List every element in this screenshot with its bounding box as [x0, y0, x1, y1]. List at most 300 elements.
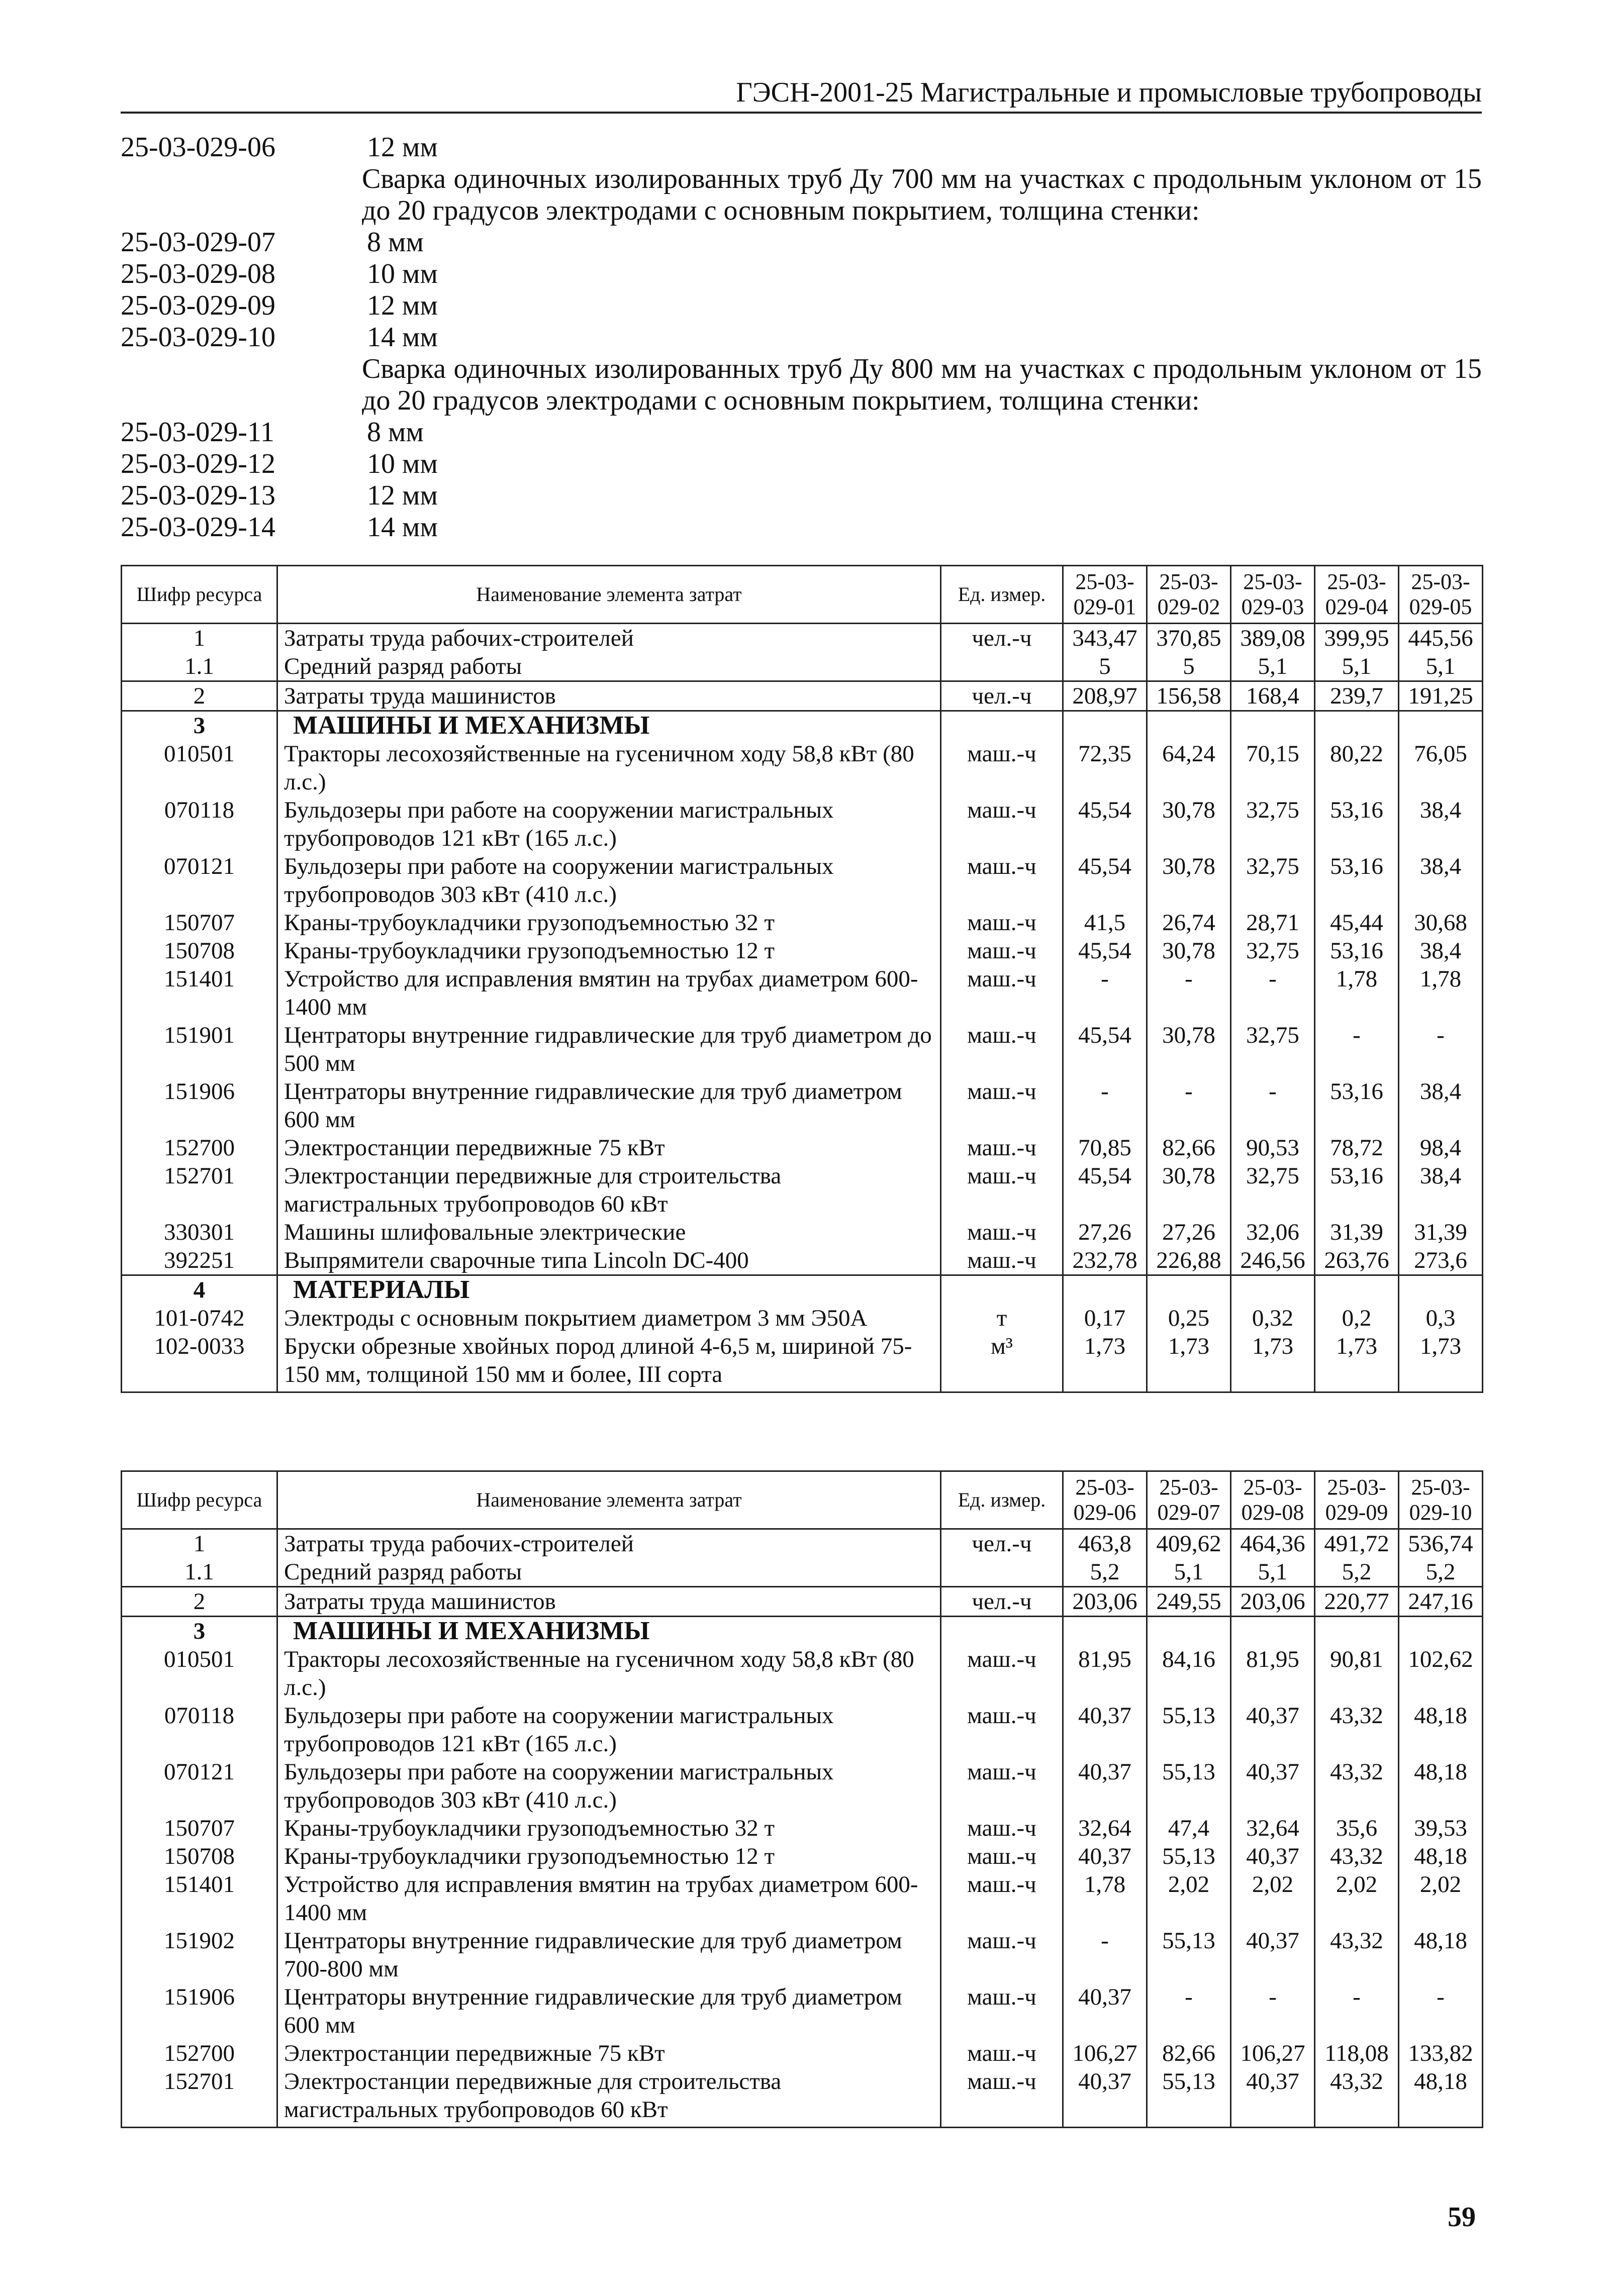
resource-code: 150708: [122, 1842, 277, 1870]
intro-item: [121, 322, 1482, 353]
intro-value: 12 мм: [367, 290, 438, 321]
value-cell: 48,18: [1399, 1842, 1483, 1870]
table-row: [122, 1275, 1483, 1305]
value-cell: 45,44: [1315, 909, 1399, 937]
table-row: [122, 909, 1483, 937]
unit-cell: маш.-ч: [941, 1702, 1063, 1758]
value-cell: 43,32: [1315, 1842, 1399, 1870]
value-cell: 249,55: [1147, 1587, 1231, 1617]
value-cell: 203,06: [1063, 1587, 1147, 1617]
cost-element-name: Выпрямители сварочные типа Lincoln DC-400: [277, 1246, 941, 1275]
intro-code: 25-03-029-08: [121, 258, 275, 289]
value-cell: 5: [1063, 652, 1147, 681]
cost-element-name: Устройство для исправления вмятин на трубах диаметром 600-1400 мм: [277, 965, 941, 1021]
unit-cell: чел.-ч: [941, 624, 1063, 653]
intro-item: [121, 227, 1482, 258]
resource-code: 151401: [122, 1870, 277, 1927]
table-header-row: [122, 566, 1483, 624]
table-row: [122, 1162, 1483, 1218]
cost-element-name: Краны-трубоукладчики грузоподъемностью 12 т: [277, 937, 941, 965]
value-cell: 55,13: [1147, 1702, 1231, 1758]
value-cell: 30,78: [1147, 1162, 1231, 1218]
value-cell: -: [1231, 1983, 1315, 2039]
unit-cell: маш.-ч: [941, 2039, 1063, 2067]
resource-code: 150707: [122, 909, 277, 937]
intro-item: [121, 512, 1482, 543]
value-cell: 45,54: [1063, 1021, 1147, 1077]
value-cell: 0,17: [1063, 1304, 1147, 1332]
intro-list: [121, 132, 1482, 543]
header-unit: Ед. измер.: [941, 566, 1063, 624]
value-cell: 1,73: [1063, 1332, 1147, 1392]
value-cell: 168,4: [1231, 681, 1315, 711]
cost-element-name: Электростанции передвижные для строительства магистральных трубопроводов 60 кВт: [277, 1162, 941, 1218]
intro-code: 25-03-029-06: [121, 132, 275, 163]
value-cell: 32,75: [1231, 796, 1315, 852]
value-cell: -: [1147, 1077, 1231, 1134]
cost-element-name: Средний разряд работы: [277, 652, 941, 681]
value-cell: 1,73: [1399, 1332, 1483, 1392]
table-row: [122, 1842, 1483, 1870]
value-cell: 40,37: [1063, 1983, 1147, 2039]
value-cell: 72,35: [1063, 740, 1147, 796]
value-cell: -: [1315, 1983, 1399, 2039]
intro-value: 14 мм: [367, 512, 438, 543]
value-cell: [1399, 1617, 1483, 1646]
cost-element-name: Затраты труда рабочих-строителей: [277, 624, 941, 653]
value-cell: 5,1: [1231, 652, 1315, 681]
value-cell: 239,7: [1315, 681, 1399, 711]
value-cell: 32,64: [1231, 1814, 1315, 1842]
unit-cell: чел.-ч: [941, 681, 1063, 711]
unit-cell: [941, 1558, 1063, 1587]
value-cell: 55,13: [1147, 1758, 1231, 1814]
value-cell: 133,82: [1399, 2039, 1483, 2067]
cost-element-name: МАТЕРИАЛЫ: [277, 1275, 941, 1305]
value-cell: 32,75: [1231, 1021, 1315, 1077]
resource-code: 102-0033: [122, 1332, 277, 1392]
value-cell: 48,18: [1399, 1758, 1483, 1814]
running-header: [121, 75, 1482, 114]
value-cell: 70,15: [1231, 740, 1315, 796]
value-cell: 70,85: [1063, 1134, 1147, 1162]
intro-code: 25-03-029-14: [121, 512, 275, 543]
value-cell: 2,02: [1315, 1870, 1399, 1927]
value-cell: 45,54: [1063, 1162, 1147, 1218]
unit-cell: т: [941, 1304, 1063, 1332]
value-cell: 40,37: [1063, 1702, 1147, 1758]
value-cell: 43,32: [1315, 1758, 1399, 1814]
intro-code: [121, 163, 362, 227]
value-cell: 208,97: [1063, 681, 1147, 711]
intro-value: 12 мм: [367, 480, 438, 511]
value-cell: 30,68: [1399, 909, 1483, 937]
value-cell: 45,54: [1063, 796, 1147, 852]
table-row: [122, 1702, 1483, 1758]
intro-desc-text: Сварка одиночных изолированных труб Ду 800 мм на участках с продольным уклоном от 15 до 20 градусов электродами с основным покрытием, толщина стенки:: [362, 353, 1482, 416]
resource-code: 1: [122, 1529, 277, 1558]
value-cell: 43,32: [1315, 2067, 1399, 2128]
intro-code: 25-03-029-11: [121, 417, 274, 448]
cost-element-name: Бульдозеры при работе на сооружении магистральных трубопроводов 121 кВт (165 л.с.): [277, 796, 941, 852]
value-cell: -: [1147, 965, 1231, 1021]
value-cell: 409,62: [1147, 1529, 1231, 1558]
value-cell: 0,25: [1147, 1304, 1231, 1332]
unit-cell: [941, 1617, 1063, 1646]
value-cell: 1,78: [1315, 965, 1399, 1021]
value-cell: 98,4: [1399, 1134, 1483, 1162]
value-cell: [1147, 711, 1231, 740]
table-row: [122, 1617, 1483, 1646]
value-cell: 38,4: [1399, 796, 1483, 852]
intro-item: [121, 258, 1482, 290]
table-row: [122, 1332, 1483, 1392]
value-cell: 45,54: [1063, 937, 1147, 965]
unit-cell: м³: [941, 1332, 1063, 1392]
value-cell: [1147, 1617, 1231, 1646]
resource-code: 151401: [122, 965, 277, 1021]
intro-value: 14 мм: [367, 322, 438, 353]
intro-value: 8 мм: [367, 417, 424, 448]
value-cell: 48,18: [1399, 1702, 1483, 1758]
value-cell: 40,37: [1231, 1842, 1315, 1870]
table-row: [122, 2067, 1483, 2128]
value-cell: -: [1063, 1077, 1147, 1134]
header-code: Шифр ресурса: [122, 1471, 277, 1529]
value-cell: 5,2: [1315, 1558, 1399, 1587]
unit-cell: маш.-ч: [941, 1218, 1063, 1246]
unit-cell: чел.-ч: [941, 1529, 1063, 1558]
cost-element-name: Машины шлифовальные электрические: [277, 1218, 941, 1246]
value-cell: 43,32: [1315, 1927, 1399, 1983]
value-cell: 220,77: [1315, 1587, 1399, 1617]
table-row: [122, 740, 1483, 796]
value-cell: 43,32: [1315, 1702, 1399, 1758]
table-row: [122, 1558, 1483, 1587]
resource-code: 3: [122, 711, 277, 740]
cost-table-2: [121, 1470, 1483, 2128]
value-cell: -: [1231, 965, 1315, 1021]
unit-cell: маш.-ч: [941, 1077, 1063, 1134]
value-cell: 5: [1147, 652, 1231, 681]
cost-element-name: Центраторы внутренние гидравлические для труб диаметром 600 мм: [277, 1983, 941, 2039]
value-cell: 38,4: [1399, 852, 1483, 909]
value-cell: 27,26: [1063, 1218, 1147, 1246]
value-cell: 40,37: [1063, 2067, 1147, 2128]
value-cell: 1,73: [1315, 1332, 1399, 1392]
resource-code: 152700: [122, 1134, 277, 1162]
intro-item: [121, 290, 1482, 322]
cost-element-name: Затраты труда рабочих-строителей: [277, 1529, 941, 1558]
resource-code: 151906: [122, 1077, 277, 1134]
value-cell: 464,36: [1231, 1529, 1315, 1558]
value-cell: 28,71: [1231, 909, 1315, 937]
unit-cell: маш.-ч: [941, 796, 1063, 852]
header-unit: Ед. измер.: [941, 1471, 1063, 1529]
value-cell: 78,72: [1315, 1134, 1399, 1162]
value-cell: 38,4: [1399, 1162, 1483, 1218]
value-cell: -: [1231, 1077, 1315, 1134]
cost-element-name: Средний разряд работы: [277, 1558, 941, 1587]
table-row: [122, 1758, 1483, 1814]
value-cell: 53,16: [1315, 937, 1399, 965]
cost-element-name: МАШИНЫ И МЕХАНИЗМЫ: [277, 711, 941, 740]
intro-item: [121, 132, 1482, 163]
column-header: 25-03-029-02: [1147, 566, 1231, 624]
resource-code: 2: [122, 1587, 277, 1617]
cost-element-name: Бруски обрезные хвойных пород длиной 4-6,5 м, шириной 75-150 мм, толщиной 150 мм и более, III сорта: [277, 1332, 941, 1392]
intro-code: 25-03-029-13: [121, 480, 275, 511]
value-cell: 1,78: [1063, 1870, 1147, 1927]
resource-code: 1.1: [122, 1558, 277, 1587]
intro-desc-text: Сварка одиночных изолированных труб Ду 700 мм на участках с продольным уклоном от 15 до 20 градусов электродами с основным покрытием, толщина стенки:: [362, 163, 1482, 226]
unit-cell: маш.-ч: [941, 1162, 1063, 1218]
value-cell: [1399, 711, 1483, 740]
value-cell: 45,54: [1063, 852, 1147, 909]
value-cell: [1399, 1275, 1483, 1305]
column-header: 25-03-029-05: [1399, 566, 1483, 624]
table-row: [122, 1983, 1483, 2039]
value-cell: 2,02: [1147, 1870, 1231, 1927]
value-cell: 246,56: [1231, 1246, 1315, 1275]
intro-value: 10 мм: [367, 258, 438, 289]
value-cell: 90,53: [1231, 1134, 1315, 1162]
value-cell: 55,13: [1147, 1842, 1231, 1870]
intro-code: 25-03-029-10: [121, 322, 275, 353]
table-row: [122, 1077, 1483, 1134]
value-cell: 81,95: [1231, 1645, 1315, 1702]
cost-element-name: Бульдозеры при работе на сооружении магистральных трубопроводов 303 кВт (410 л.с.): [277, 852, 941, 909]
value-cell: 39,53: [1399, 1814, 1483, 1842]
value-cell: 1,73: [1147, 1332, 1231, 1392]
unit-cell: [941, 711, 1063, 740]
column-header: 25-03-029-04: [1315, 566, 1399, 624]
unit-cell: маш.-ч: [941, 1814, 1063, 1842]
unit-cell: маш.-ч: [941, 909, 1063, 937]
cost-element-name: Краны-трубоукладчики грузоподъемностью 32 т: [277, 1814, 941, 1842]
unit-cell: маш.-ч: [941, 965, 1063, 1021]
value-cell: 32,75: [1231, 852, 1315, 909]
value-cell: [1063, 1275, 1147, 1305]
table-row: [122, 796, 1483, 852]
intro-value: 10 мм: [367, 448, 438, 479]
intro-description: [121, 163, 1482, 227]
value-cell: -: [1315, 1021, 1399, 1077]
value-cell: 30,78: [1147, 1021, 1231, 1077]
unit-cell: маш.-ч: [941, 1842, 1063, 1870]
intro-code: 25-03-029-12: [121, 448, 275, 479]
intro-value: 12 мм: [367, 132, 438, 163]
unit-cell: маш.-ч: [941, 740, 1063, 796]
value-cell: 232,78: [1063, 1246, 1147, 1275]
value-cell: -: [1399, 1983, 1483, 2039]
value-cell: 53,16: [1315, 1162, 1399, 1218]
unit-cell: маш.-ч: [941, 1246, 1063, 1275]
intro-item: [121, 448, 1482, 480]
table-header-row: [122, 1471, 1483, 1529]
table-row: [122, 681, 1483, 711]
resource-code: 010501: [122, 1645, 277, 1702]
value-cell: 370,85: [1147, 624, 1231, 653]
unit-cell: маш.-ч: [941, 1983, 1063, 2039]
value-cell: 48,18: [1399, 1927, 1483, 1983]
value-cell: 55,13: [1147, 1927, 1231, 1983]
value-cell: 82,66: [1147, 2039, 1231, 2067]
unit-cell: маш.-ч: [941, 1758, 1063, 1814]
value-cell: -: [1399, 1021, 1483, 1077]
value-cell: 5,1: [1399, 652, 1483, 681]
table-row: [122, 1529, 1483, 1558]
value-cell: 389,08: [1231, 624, 1315, 653]
value-cell: -: [1063, 1927, 1147, 1983]
resource-code: 010501: [122, 740, 277, 796]
value-cell: [1063, 1617, 1147, 1646]
unit-cell: [941, 1275, 1063, 1305]
cost-element-name: Бульдозеры при работе на сооружении магистральных трубопроводов 303 кВт (410 л.с.): [277, 1758, 941, 1814]
unit-cell: чел.-ч: [941, 1587, 1063, 1617]
table-row: [122, 624, 1483, 653]
value-cell: 191,25: [1399, 681, 1483, 711]
table-row: [122, 2039, 1483, 2067]
resource-code: 150707: [122, 1814, 277, 1842]
value-cell: [1315, 1617, 1399, 1646]
value-cell: 53,16: [1315, 852, 1399, 909]
resource-code: 1.1: [122, 652, 277, 681]
unit-cell: маш.-ч: [941, 852, 1063, 909]
resource-code: 152700: [122, 2039, 277, 2067]
value-cell: 0,32: [1231, 1304, 1315, 1332]
column-header: 25-03-029-10: [1399, 1471, 1483, 1529]
value-cell: 27,26: [1147, 1218, 1231, 1246]
value-cell: 40,37: [1231, 1758, 1315, 1814]
value-cell: 0,3: [1399, 1304, 1483, 1332]
value-cell: 64,24: [1147, 740, 1231, 796]
resource-code: 151906: [122, 1983, 277, 2039]
intro-code: 25-03-029-07: [121, 227, 275, 258]
value-cell: 40,37: [1231, 1927, 1315, 1983]
unit-cell: маш.-ч: [941, 1927, 1063, 1983]
cost-element-name: Тракторы лесохозяйственные на гусеничном ходу 58,8 кВт (80 л.с.): [277, 740, 941, 796]
intro-code: 25-03-029-09: [121, 290, 275, 321]
table-row: [122, 1021, 1483, 1077]
value-cell: 30,78: [1147, 937, 1231, 965]
cost-element-name: Краны-трубоукладчики грузоподъемностью 32 т: [277, 909, 941, 937]
table-row: [122, 1814, 1483, 1842]
cost-element-name: Затраты труда машинистов: [277, 1587, 941, 1617]
value-cell: 90,81: [1315, 1645, 1399, 1702]
header-name: Наименование элемента затрат: [277, 1471, 941, 1529]
table-row: [122, 1927, 1483, 1983]
value-cell: [1315, 711, 1399, 740]
value-cell: 40,37: [1063, 1842, 1147, 1870]
intro-item: [121, 417, 1482, 448]
resource-code: 4: [122, 1275, 277, 1305]
value-cell: 38,4: [1399, 1077, 1483, 1134]
resource-code: 101-0742: [122, 1304, 277, 1332]
value-cell: 82,66: [1147, 1134, 1231, 1162]
cost-element-name: Центраторы внутренние гидравлические для труб диаметром до 500 мм: [277, 1021, 941, 1077]
value-cell: 203,06: [1231, 1587, 1315, 1617]
table-row: [122, 852, 1483, 909]
unit-cell: маш.-ч: [941, 1134, 1063, 1162]
cost-element-name: Центраторы внутренние гидравлические для труб диаметром 600 мм: [277, 1077, 941, 1134]
intro-item: [121, 480, 1482, 512]
cost-element-name: Краны-трубоукладчики грузоподъемностью 12 т: [277, 1842, 941, 1870]
column-header: 25-03-029-03: [1231, 566, 1315, 624]
resource-code: 070121: [122, 852, 277, 909]
value-cell: [1063, 711, 1147, 740]
cost-table-1: [121, 565, 1483, 1393]
value-cell: 53,16: [1315, 796, 1399, 852]
table-row: [122, 711, 1483, 740]
cost-element-name: Электроды с основным покрытием диаметром 3 мм Э50А: [277, 1304, 941, 1332]
unit-cell: маш.-ч: [941, 1870, 1063, 1927]
value-cell: 445,56: [1399, 624, 1483, 653]
unit-cell: [941, 652, 1063, 681]
column-header: 25-03-029-07: [1147, 1471, 1231, 1529]
resource-code: 2: [122, 681, 277, 711]
cost-element-name: Устройство для исправления вмятин на трубах диаметром 600-1400 мм: [277, 1870, 941, 1927]
value-cell: 81,95: [1063, 1645, 1147, 1702]
value-cell: 32,06: [1231, 1218, 1315, 1246]
cost-element-name: Центраторы внутренние гидравлические для труб диаметром 700-800 мм: [277, 1927, 941, 1983]
table-row: [122, 1218, 1483, 1246]
value-cell: 32,64: [1063, 1814, 1147, 1842]
table-row: [122, 1304, 1483, 1332]
value-cell: 31,39: [1315, 1218, 1399, 1246]
cost-element-name: Электростанции передвижные для строительства магистральных трубопроводов 60 кВт: [277, 2067, 941, 2128]
value-cell: 32,75: [1231, 937, 1315, 965]
value-cell: 5,2: [1399, 1558, 1483, 1587]
value-cell: 40,37: [1231, 1702, 1315, 1758]
intro-code: [121, 353, 362, 417]
resource-code: 330301: [122, 1218, 277, 1246]
value-cell: 247,16: [1399, 1587, 1483, 1617]
resource-code: 151901: [122, 1021, 277, 1077]
resource-code: 070118: [122, 796, 277, 852]
table-row: [122, 937, 1483, 965]
resource-code: 152701: [122, 1162, 277, 1218]
value-cell: [1231, 1275, 1315, 1305]
value-cell: 40,37: [1063, 1758, 1147, 1814]
column-header: 25-03-029-09: [1315, 1471, 1399, 1529]
table-row: [122, 1134, 1483, 1162]
unit-cell: маш.-ч: [941, 1021, 1063, 1077]
resource-code: 3: [122, 1617, 277, 1646]
value-cell: 263,76: [1315, 1246, 1399, 1275]
value-cell: 38,4: [1399, 937, 1483, 965]
value-cell: 463,8: [1063, 1529, 1147, 1558]
unit-cell: маш.-ч: [941, 2067, 1063, 2128]
value-cell: 76,05: [1399, 740, 1483, 796]
header-name: Наименование элемента затрат: [277, 566, 941, 624]
value-cell: 30,78: [1147, 796, 1231, 852]
table-row: [122, 652, 1483, 681]
table-row: [122, 965, 1483, 1021]
page-number: 59: [1448, 2202, 1476, 2233]
resource-code: 392251: [122, 1246, 277, 1275]
cost-element-name: Электростанции передвижные 75 кВт: [277, 1134, 941, 1162]
value-cell: 106,27: [1063, 2039, 1147, 2067]
value-cell: 47,4: [1147, 1814, 1231, 1842]
cost-element-name: Тракторы лесохозяйственные на гусеничном ходу 58,8 кВт (80 л.с.): [277, 1645, 941, 1702]
header-code: Шифр ресурса: [122, 566, 277, 624]
value-cell: 32,75: [1231, 1162, 1315, 1218]
value-cell: 1,73: [1231, 1332, 1315, 1392]
value-cell: 0,2: [1315, 1304, 1399, 1332]
value-cell: 5,1: [1315, 652, 1399, 681]
value-cell: 536,74: [1399, 1529, 1483, 1558]
